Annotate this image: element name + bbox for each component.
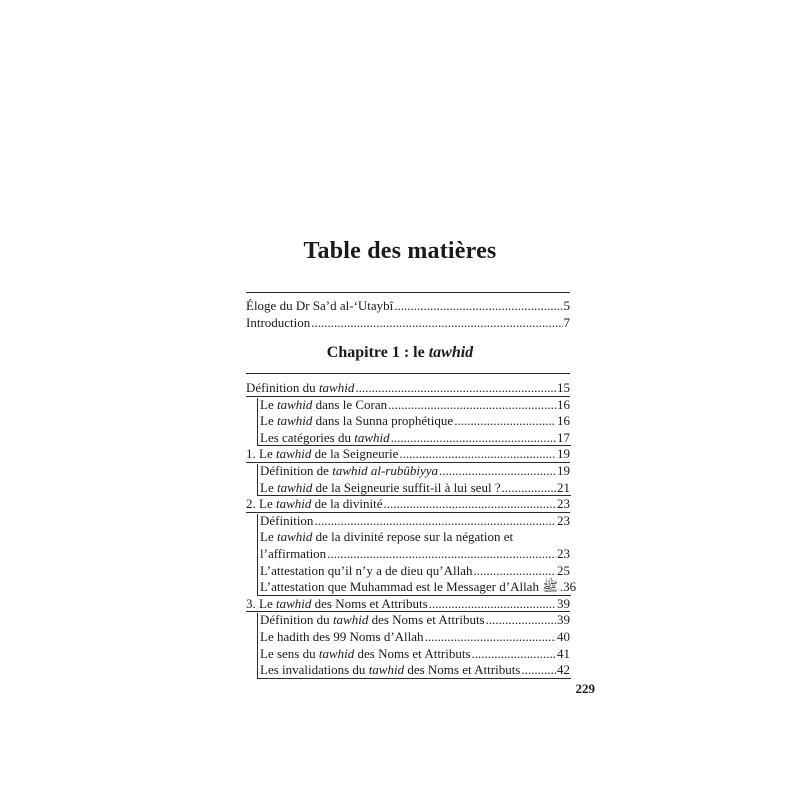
page-title: Table des matières bbox=[303, 238, 497, 264]
toc-entry-text bbox=[246, 379, 354, 396]
front-matter-list bbox=[246, 292, 570, 332]
toc-entry-front-0 bbox=[246, 297, 570, 314]
toc-entry bbox=[246, 495, 570, 512]
toc-entry-text-part: dans le Coran bbox=[312, 396, 388, 412]
chapter-label: Chapitre 1 : le bbox=[326, 344, 429, 361]
toc-entry-text-part: Définition de bbox=[260, 463, 333, 478]
toc-entry-page: 16 bbox=[557, 413, 570, 429]
toc-entry-page: 7 bbox=[563, 315, 570, 330]
toc-entry-emphasis: tawhid bbox=[275, 595, 312, 611]
toc-entry-emphasis: tawhid bbox=[276, 479, 313, 495]
toc-entry-text-part: Définition du bbox=[260, 612, 333, 628]
toc-entry-text-part: des Noms et Attributs bbox=[404, 662, 521, 678]
toc-entry-text-part: des Noms et Attributs bbox=[368, 612, 485, 628]
toc-entry-emphasis: tawhid bbox=[318, 380, 355, 395]
toc-entry-text-part: l’affirmation bbox=[260, 546, 327, 561]
subsection-bracket bbox=[257, 514, 571, 596]
toc-entry-page: 15 bbox=[557, 380, 570, 395]
toc-entry-emphasis: tawhid bbox=[276, 413, 313, 429]
toc-entry-emphasis: tawhid bbox=[318, 645, 355, 661]
toc-entry-text-part: de la divinité bbox=[311, 496, 383, 512]
toc-entry bbox=[246, 595, 570, 612]
toc-entry-page: 23 bbox=[557, 496, 570, 512]
toc-entry-page: 39 bbox=[557, 612, 570, 628]
toc-entry-emphasis: tawhid bbox=[368, 662, 405, 678]
toc-entry-text-part: Le bbox=[260, 529, 277, 545]
toc-entry-page: 23 bbox=[557, 512, 570, 528]
toc-entry-text-part: Le bbox=[260, 479, 277, 495]
toc-entry-emphasis: tawhid bbox=[276, 529, 313, 545]
toc-entry-text bbox=[246, 495, 383, 512]
section-rule bbox=[246, 462, 570, 463]
toc-entry-text-part: Le sens du bbox=[260, 645, 319, 661]
toc-entry-text-part: L’attestation que Muhammad est le Messager d’Allah ﷺ bbox=[260, 579, 558, 595]
toc-entry-text bbox=[246, 595, 428, 612]
toc-entry-emphasis: tawhid bbox=[332, 612, 369, 628]
toc-entry-page: 39 bbox=[557, 595, 570, 611]
chapter-toc-list bbox=[246, 377, 577, 678]
front-matter-rule bbox=[246, 292, 570, 293]
toc-entry-page: 17 bbox=[557, 429, 570, 445]
toc-entry-page: 19 bbox=[557, 446, 570, 462]
toc-entry-page: 23 bbox=[557, 546, 570, 561]
toc-entry-page: 21 bbox=[557, 479, 570, 495]
toc-entry-text-part: Définition du bbox=[246, 380, 319, 395]
toc-entry-emphasis: tawhid bbox=[354, 429, 390, 445]
toc-entry-emphasis: tawhid bbox=[275, 496, 312, 512]
toc-entry-text: Éloge du Dr Sa’d al-‘Utaybî bbox=[246, 298, 394, 313]
subsection-bracket bbox=[257, 398, 571, 447]
toc-entry-text-part: Le bbox=[260, 396, 277, 412]
toc-entry-page: 42 bbox=[557, 662, 570, 678]
toc-entry-emphasis: tawhid al-rubûbiyya bbox=[332, 463, 439, 478]
toc-entry-text-part: 3. Le bbox=[246, 595, 276, 611]
toc-entry-page: 19 bbox=[557, 463, 570, 478]
toc-entry-page: 16 bbox=[557, 396, 570, 412]
toc-entry-text-part: de la Seigneurie bbox=[311, 446, 399, 462]
subsection-bracket bbox=[257, 613, 571, 678]
chapter-rule bbox=[246, 373, 570, 374]
toc-entry-emphasis: tawhid bbox=[275, 446, 312, 462]
subsection-bracket bbox=[257, 464, 571, 496]
toc-entry-page: 5 bbox=[563, 298, 570, 313]
toc-entry-text-part: 1. Le bbox=[246, 446, 276, 462]
toc-entry-text-part: dans la Sunna prophétique bbox=[312, 413, 454, 429]
section-rule bbox=[246, 611, 570, 612]
toc-entry-page: 41 bbox=[557, 645, 570, 661]
toc-entry-text bbox=[246, 445, 398, 462]
section-rule bbox=[246, 512, 570, 513]
toc-entry-text-part: des Noms et Attributs bbox=[311, 595, 428, 611]
section-rule bbox=[246, 396, 570, 397]
page-number: 229 bbox=[575, 681, 595, 696]
toc-entry bbox=[246, 379, 570, 396]
toc-entry-page: 25 bbox=[557, 562, 570, 578]
toc-entry-emphasis: tawhid bbox=[276, 396, 313, 412]
chapter-heading bbox=[0, 344, 800, 362]
toc-entry-text-part: L’attestation qu’il n’y a de dieu qu’Allah bbox=[260, 562, 473, 578]
toc-entry bbox=[246, 445, 570, 462]
toc-entry-text-part: de la divinité repose sur la négation et bbox=[312, 529, 514, 545]
chapter-label-emphasis: tawhid bbox=[428, 344, 474, 361]
toc-entry-text-part: de la Seigneurie suffit-il à lui seul ? bbox=[312, 479, 501, 495]
toc-entry-text: Introduction bbox=[246, 315, 311, 330]
toc-entry-text-part: 2. Le bbox=[246, 496, 276, 512]
toc-entry-page: .36 bbox=[559, 579, 577, 595]
toc-entry-text-part: Les catégories du bbox=[260, 429, 355, 445]
toc-entry-text-part: Les invalidations du bbox=[260, 662, 369, 678]
toc-entry-text-part: Définition bbox=[260, 512, 314, 528]
toc-entry-front-1 bbox=[246, 314, 570, 331]
toc-entry-page: 40 bbox=[557, 629, 570, 644]
toc-entry-text-part: Le hadith des 99 Noms d’Allah bbox=[260, 629, 424, 644]
toc-entry-text-part: des Noms et Attributs bbox=[354, 645, 471, 661]
toc-entry-text-part: Le bbox=[260, 413, 277, 429]
